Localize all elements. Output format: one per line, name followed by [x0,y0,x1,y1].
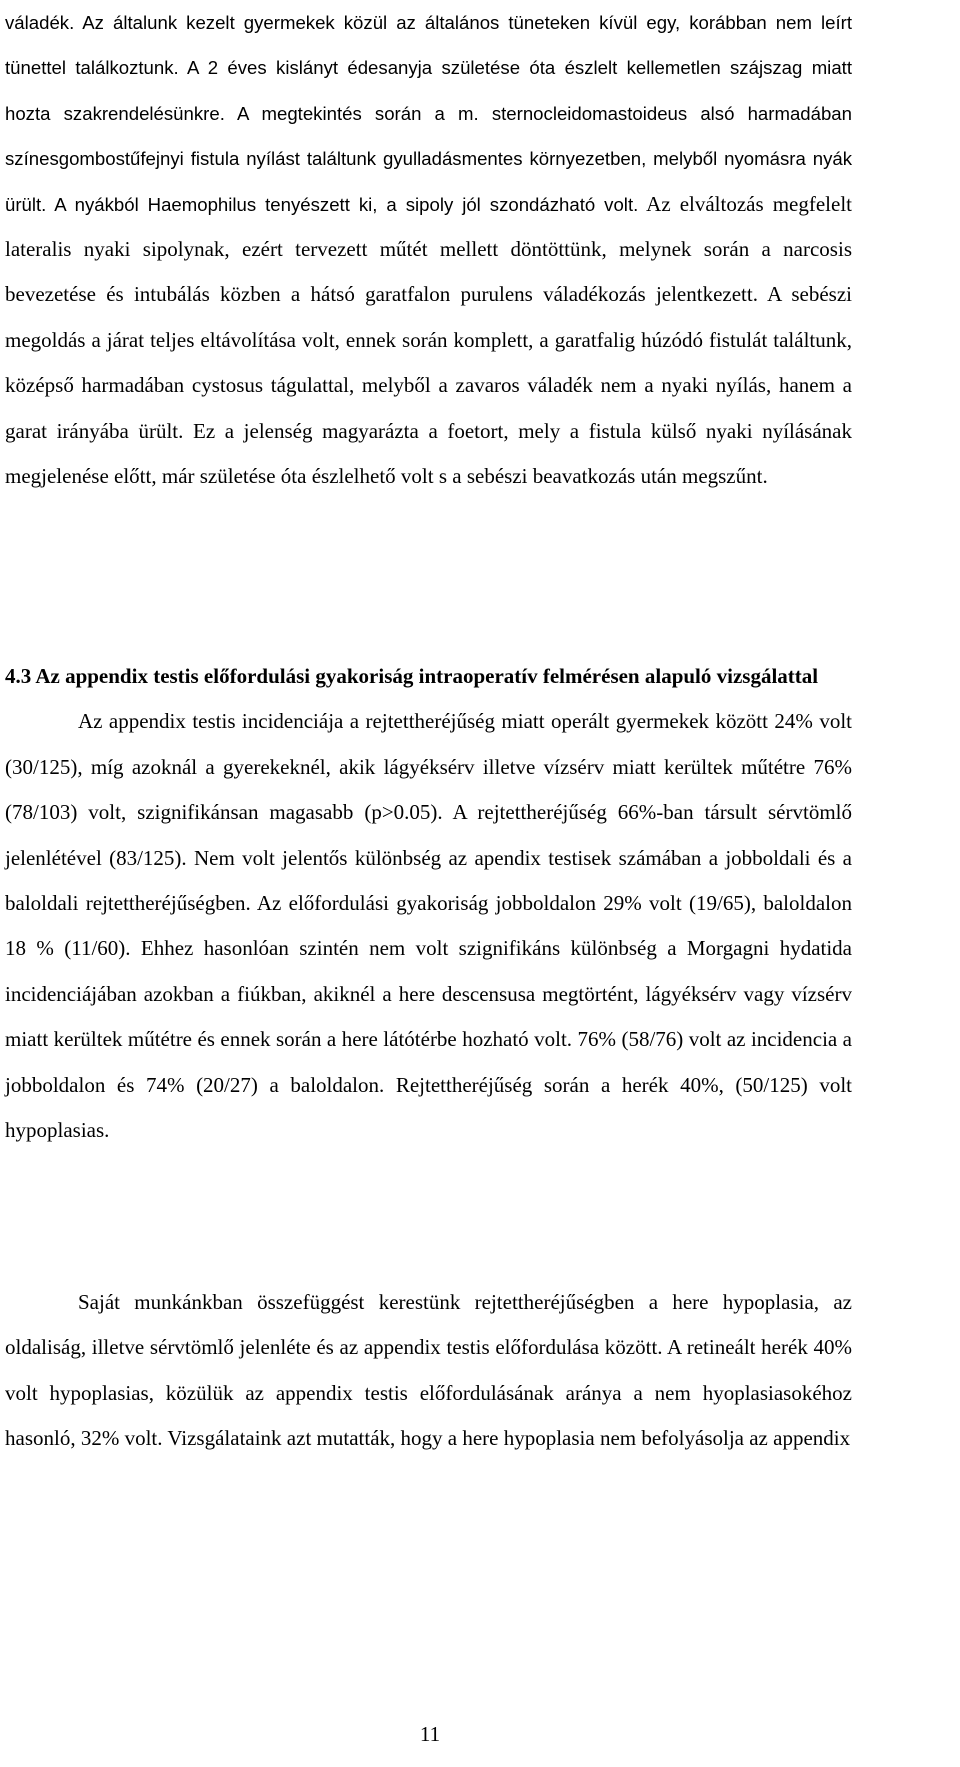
section-own-work [5,1280,852,1462]
section-heading: 4.3 Az appendix testis előfordulási gyakoriság intraoperatív felmérésen alapuló vizsgálattal [5,664,819,688]
case-report-text-sans: váladék. Az általunk kezelt gyermekek közül az általános tüneteken kívül egy, korábban nem leírt tünettel találkoztunk. A 2 éves kislányt édesanyja születése óta észlelt kellemetlen szájszag miatt hozta szakrendelésünkre. A megtekintés során a m. sternocleidomastoideus alsó harmadában színesgombostűfejnyi fistula nyílást találtunk gyulladásmentes környezetben, melyből nyomásra nyák ürült. A nyákból Haemophilus tenyészett ki, a sipoly jól szondázható volt. [5,12,852,215]
paragraph-own-work: Saját munkánkban összefüggést kerestünk rejtettheréjűségben a here hypoplasia, az oldaliság, illetve sérvtömlő jelenléte és az appendix testis előfordulása között. A retineált herék 40% volt hypoplasias, közülük az appendix testis előfordulásának aránya a nem hyoplasiasokéhoz hasonló, 32% volt. Vizsgálataink azt mutatták, hogy a here hypoplasia nem befolyásolja az appendix [5,1290,852,1451]
case-report-text-serif: Az elváltozás megfelelt lateralis nyaki sipolynak, ezért tervezett műtét mellett döntöttünk, melynek során a narcosis bevezetése és intubálás közben a hátsó garatfalon purulens váladékozás jelentkezett. A sebészi megoldás a járat teljes eltávolítása volt, ennek során komplett, a garatfalig húzódó fistulát találtunk, középső harmadában cystosus tágulattal, melyből a zavaros váladék nem a nyaki nyílás, hanem a garat irányába ürült. Ez a jelenség magyarázta a foetort, mely a fistula külső nyaki nyílásának megjelenése előtt, már születése óta észlelhető volt s a sebészi beavatkozás után megszűnt. [5,191,852,489]
section-4-3 [5,654,852,1153]
page-number: 11 [419,1722,441,1746]
paragraph-incidence: Az appendix testis incidenciája a rejtettheréjűség miatt operált gyermekek között 24% volt (30/125), míg azoknál a gyerekeknél, akik lágyéksérv illetve vízsérv miatt kerültek műtétre 76% (78/103) volt, szignifikánsan magasabb (p>0.05). A rejtettheréjűség 66%-ban társult sérvtömlő jelenlétével (83/125). Nem volt jelentős különbség az apendix testisek számában a jobboldali és a baloldali rejtettheréjűségben. Az előfordulási gyakoriság jobboldalon 29% volt (19/65), baloldalon 18 % (11/60). Ehhez hasonlóan szintén nem volt szignifikáns különbség a Morgagni hydatida incidenciájában azokban a fiúkban, akiknél a here descensusa megtörtént, lágyéksérv vagy vízsérv miatt kerültek műtétre és ennek során a here látótérbe hozható volt. 76% (58/76) volt az incidencia a jobboldalon és 74% (20/27) a baloldalon. Rejtettheréjűség során a herék 40%, (50/125) volt hypoplasias. [5,709,852,1143]
paragraph-case-report [5,0,852,499]
